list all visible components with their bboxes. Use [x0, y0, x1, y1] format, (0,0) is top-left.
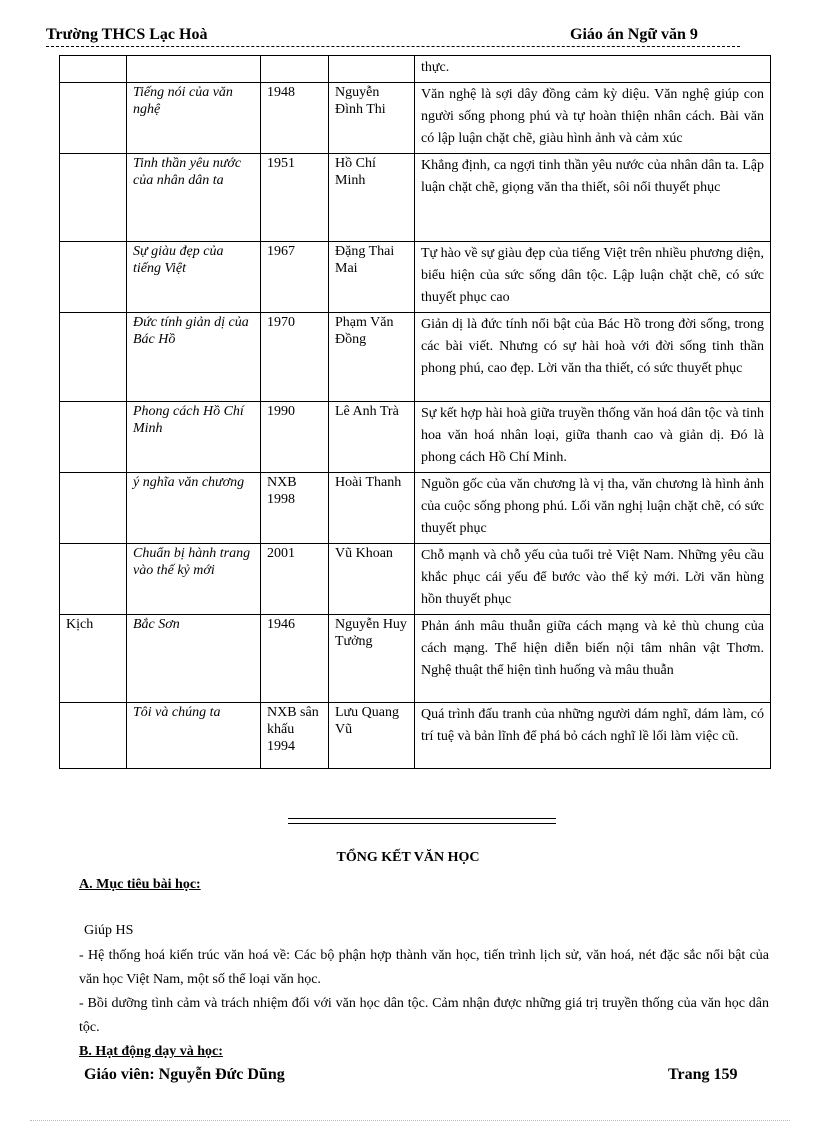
year-cell: 2001 [261, 544, 329, 615]
author-cell: Lưu Quang Vũ [329, 703, 415, 769]
year-cell: 1990 [261, 402, 329, 473]
page-header [46, 24, 740, 47]
genre-cell [60, 473, 127, 544]
genre-cell [60, 703, 127, 769]
section-a-heading: A. Mục tiêu bài học: [79, 877, 201, 892]
content-cell: Quá trình đấu tranh của những người dám nghĩ, dám làm, có trí tuệ và bản lĩnh để phá bỏ cách nghĩ lề lối làm việc cũ. [415, 703, 771, 769]
content-cell: Khẳng định, ca ngợi tinh thần yêu nước của nhân dân ta. Lập luận chặt chẽ, giọng văn tha thiết, sôi nổi thuyết phục [415, 154, 771, 242]
genre-cell [60, 83, 127, 154]
greeting-text: Giúp HS [84, 923, 134, 938]
content-cell: Phản ánh mâu thuẫn giữa cách mạng và kẻ thù chung của cách mạng. Thể hiện diễn biến nội tâm nhân vật Thơm. Nghệ thuật thể hiện tình huống và mâu thuẫn [415, 615, 771, 703]
literature-table-body [60, 56, 771, 769]
author-cell: Đặng Thai Mai [329, 242, 415, 313]
work-title-cell: Bắc Sơn [127, 615, 261, 703]
author-cell: Hồ Chí Minh [329, 154, 415, 242]
work-title-cell: Sự giàu đẹp của tiếng Việt [127, 242, 261, 313]
author-cell: Hoài Thanh [329, 473, 415, 544]
section-title: TỔNG KẾT VĂN HỌC [336, 850, 480, 865]
objective-point-2: - Bồi dưỡng tình cảm và trách nhiệm đối với văn học dân tộc. Cảm nhận được những giá trị truyền thống của văn học dân tộc. [79, 996, 769, 1035]
content-cell: Giản dị là đức tính nổi bật của Bác Hồ trong đời sống, trong các bài viết. Nhưng có sự hài hoà với đời sống tinh thần phong phú, cao đẹp. Lời văn tha thiết, có sức thuyết phục [415, 313, 771, 402]
table-row [60, 402, 771, 473]
subject-title: Giáo án Ngữ văn 9 [570, 26, 698, 43]
work-title-cell: Đức tính giản dị của Bác Hồ [127, 313, 261, 402]
content-cell: Sự kết hợp hài hoà giữa truyền thống văn hoá dân tộc và tinh hoa văn hoá nhân loại, giữa thanh cao và giản dị. Đó là phong cách Hồ Chí Minh. [415, 402, 771, 473]
author-cell: Vũ Khoan [329, 544, 415, 615]
genre-cell [60, 242, 127, 313]
work-title-cell: Tôi và chúng ta [127, 703, 261, 769]
literature-table [59, 55, 771, 769]
teacher-name: Giáo viên: Nguyễn Đức Dũng [84, 1066, 285, 1083]
author-cell: Nguyễn Đình Thi [329, 83, 415, 154]
work-title-cell: Tinh thần yêu nước của nhân dân ta [127, 154, 261, 242]
author-cell: Lê Anh Trà [329, 402, 415, 473]
table-row [60, 313, 771, 402]
school-name: Trường THCS Lạc Hoà [46, 26, 208, 43]
work-title-cell [127, 56, 261, 83]
table-row [60, 56, 771, 83]
table-row [60, 615, 771, 703]
year-cell: 1970 [261, 313, 329, 402]
content-cell: Nguồn gốc của văn chương là vị tha, văn chương là hình ảnh của cuộc sống phong phú. Lối văn nghị luận chặt chẽ, có sức thuyết phục [415, 473, 771, 544]
page-bottom-line [30, 1120, 790, 1121]
author-cell [329, 56, 415, 83]
year-cell: 1951 [261, 154, 329, 242]
year-cell [261, 56, 329, 83]
genre-cell: Kịch [60, 615, 127, 703]
content-cell: Văn nghệ là sợi dây đồng cảm kỳ diệu. Văn nghệ giúp con người sống phong phú và tự hoàn thiện nhân cách. Bài văn có lập luận chặt chẽ, giàu hình ảnh và cảm xúc [415, 83, 771, 154]
genre-cell [60, 56, 127, 83]
work-title-cell: ý nghĩa văn chương [127, 473, 261, 544]
table-row [60, 473, 771, 544]
author-cell: Nguyễn Huy Tưởng [329, 615, 415, 703]
year-cell: 1948 [261, 83, 329, 154]
content-cell: Chỗ mạnh và chỗ yếu của tuổi trẻ Việt Nam. Những yêu cầu khắc phục cái yếu để bước vào thế kỷ mới. Lời văn hùng hồn thuyết phục [415, 544, 771, 615]
year-cell: 1967 [261, 242, 329, 313]
year-cell: 1946 [261, 615, 329, 703]
genre-cell [60, 154, 127, 242]
work-title-cell: Tiếng nói của văn nghệ [127, 83, 261, 154]
year-cell: NXB sân khấu 1994 [261, 703, 329, 769]
table-row [60, 544, 771, 615]
table-row [60, 703, 771, 769]
section-divider [288, 818, 556, 824]
work-title-cell: Chuẩn bị hành trang vào thế kỷ mới [127, 544, 261, 615]
author-cell: Phạm Văn Đồng [329, 313, 415, 402]
content-cell: Tự hào về sự giàu đẹp của tiếng Việt trên nhiều phương diện, biểu hiện của sức sống dân tộc. Lập luận chặt chẽ, có sức thuyết phục cao [415, 242, 771, 313]
year-cell: NXB 1998 [261, 473, 329, 544]
table-row [60, 154, 771, 242]
objective-point-1: - Hệ thống hoá kiến trúc văn hoá về: Các bộ phận hợp thành văn học, tiến trình lịch sử, văn hoá, nét đặc sắc nổi bật của văn học Việt Nam, một số thể loại văn học. [79, 948, 769, 987]
page-number: Trang 159 [668, 1066, 738, 1083]
work-title-cell: Phong cách Hồ Chí Minh [127, 402, 261, 473]
table-row [60, 242, 771, 313]
section-b-heading: B. Hạt động dạy và học: [79, 1044, 223, 1059]
genre-cell [60, 402, 127, 473]
content-cell: thực. [415, 56, 771, 83]
genre-cell [60, 313, 127, 402]
table-row [60, 83, 771, 154]
genre-cell [60, 544, 127, 615]
